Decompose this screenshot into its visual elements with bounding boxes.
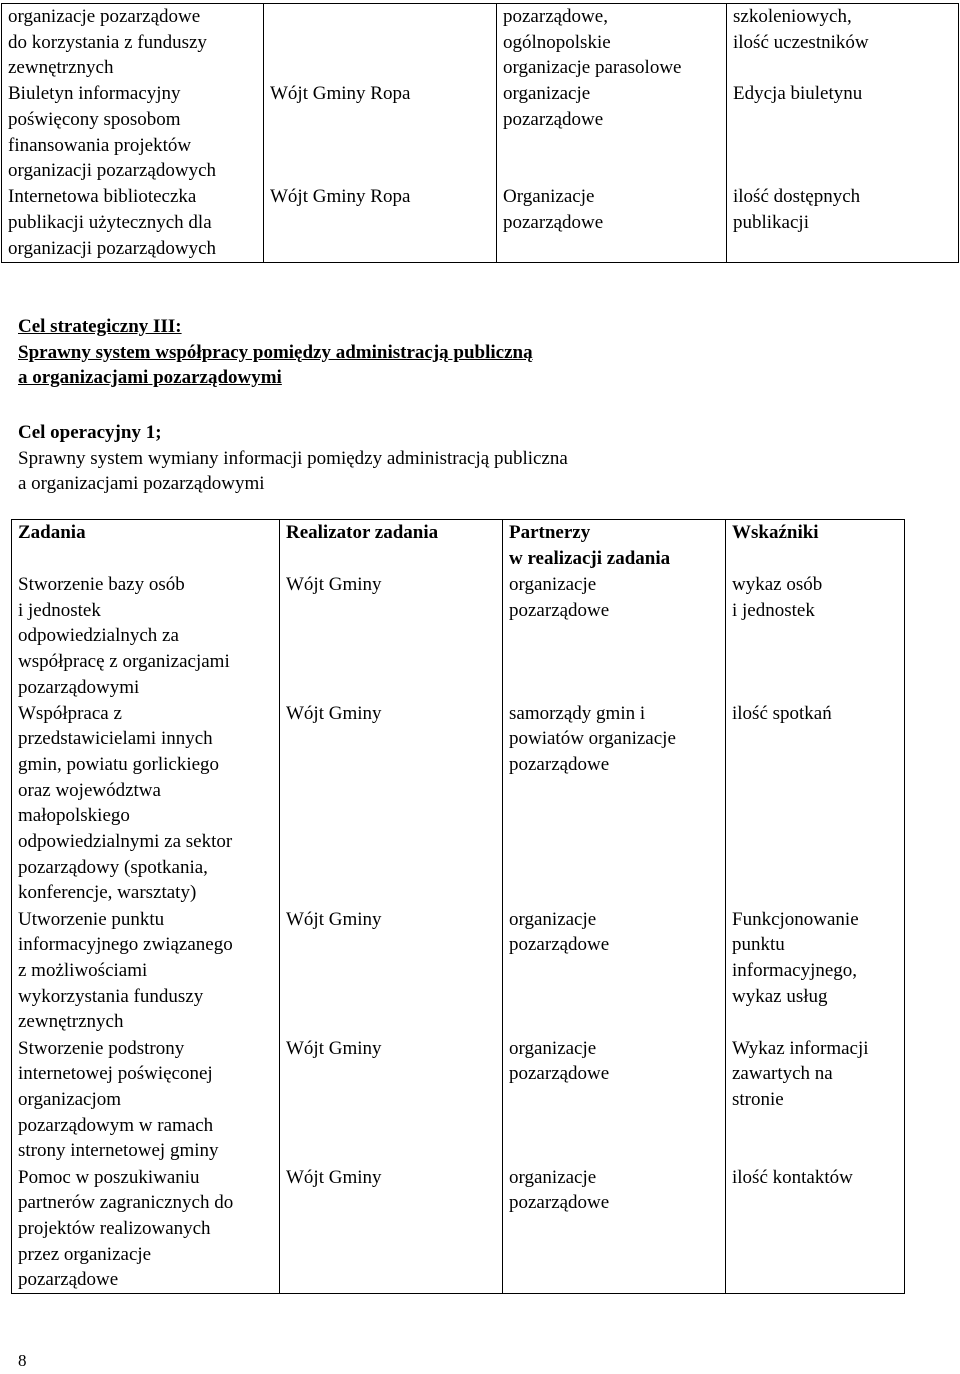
indicators-cell: ilość kontaktów [726,1165,905,1294]
header-partners: Partnerzy w realizacji zadania [503,520,726,573]
operational-goal-label: Cel operacyjny 1; [18,422,162,443]
realizer-cell: Wójt Gminy Ropa [264,184,497,263]
partners-cell: Organizacje pozarządowe [497,184,727,263]
task-cell: Utworzenie punktu informacyjnego związanego z możliwościami wykorzystania funduszy zewnętrznych [12,907,280,1036]
indicators-cell: Wykaz informacji zawartych na stronie [726,1036,905,1165]
task-cell: Pomoc w poszukiwaniu partnerów zagranicznych do projektów realizowanych przez organizacje pozarządowe [12,1165,280,1294]
header-realizer: Realizator zadania [280,520,503,573]
partners-cell: organizacje pozarządowe [503,1165,726,1294]
indicators-cell: szkoleniowych, ilość uczestników [727,4,959,82]
strategic-goal-label: Cel strategiczny III: [18,316,182,337]
task-cell: Internetowa biblioteczka publikacji użytecznych dla organizacji pozarządowych [2,184,264,263]
realizer-cell: Wójt Gminy [280,572,503,701]
table-row [2,184,959,263]
strategic-goal-line-2: a organizacjami pozarządowymi [18,367,282,389]
indicators-cell: Edycja biuletynu [727,81,959,184]
partners-cell: samorządy gmin i powiatów organizacje pozarządowe [503,701,726,907]
table-row [12,1165,905,1294]
task-cell: Współpraca z przedstawicielami innych gmin, powiatu gorlickiego oraz województwa małopolskiego odpowiedzialnymi za sektor pozarządowy (spotkania, konferencje, warsztaty) [12,701,280,907]
partners-cell: organizacje pozarządowe [503,1036,726,1165]
table-row [12,572,905,701]
realizer-cell: Wójt Gminy [280,907,503,1036]
partners-cell: organizacje pozarządowe [497,81,727,184]
strategic-goal-line-1: Sprawny system współpracy pomiędzy administracją publiczną [18,341,533,363]
task-cell: Stworzenie podstrony internetowej poświęconej organizacjom pozarządowym w ramach strony internetowej gminy [12,1036,280,1165]
operational-goal-line-2: a organizacjami pozarządowymi [18,473,265,495]
partners-cell: organizacje pozarządowe [503,907,726,1036]
indicators-cell: ilość dostępnych publikacji [727,184,959,263]
table-row [12,701,905,907]
indicators-cell: wykaz osób i jednostek [726,572,905,701]
operational-goal [18,420,918,497]
indicators-cell: Funkcjonowanie punktu informacyjnego, wykaz usług [726,907,905,1036]
strategic-goal [18,314,918,391]
realizer-cell: Wójt Gminy Ropa [264,81,497,184]
operational-goal-line-1: Sprawny system wymiany informacji pomiędzy administracją publiczna [18,447,568,469]
partners-cell: pozarządowe, ogólnopolskie organizacje parasolowe [497,4,727,82]
realizer-cell: Wójt Gminy [280,1036,503,1165]
table-row [12,907,905,1036]
task-cell: organizacje pozarządowe do korzystania z funduszy zewnętrznych [2,4,264,82]
realizer-cell: Wójt Gminy [280,701,503,907]
continuation-table [1,3,959,263]
realizer-cell: Wójt Gminy [280,1165,503,1294]
table-row [2,4,959,82]
header-indicators: Wskaźniki [726,520,905,573]
realizer-cell [264,4,497,82]
task-cell: Stworzenie bazy osób i jednostek odpowiedzialnych za współpracę z organizacjami pozarządowymi [12,572,280,701]
table-header-row [12,520,905,573]
partners-cell: organizacje pozarządowe [503,572,726,701]
table-row [12,1036,905,1165]
table-row [2,81,959,184]
task-cell: Biuletyn informacyjny poświęcony sposobom finansowania projektów organizacji pozarządowych [2,81,264,184]
header-tasks: Zadania [12,520,280,573]
page-number: 8 [18,1351,27,1370]
indicators-cell: ilość spotkań [726,701,905,907]
tasks-table [11,519,905,1294]
